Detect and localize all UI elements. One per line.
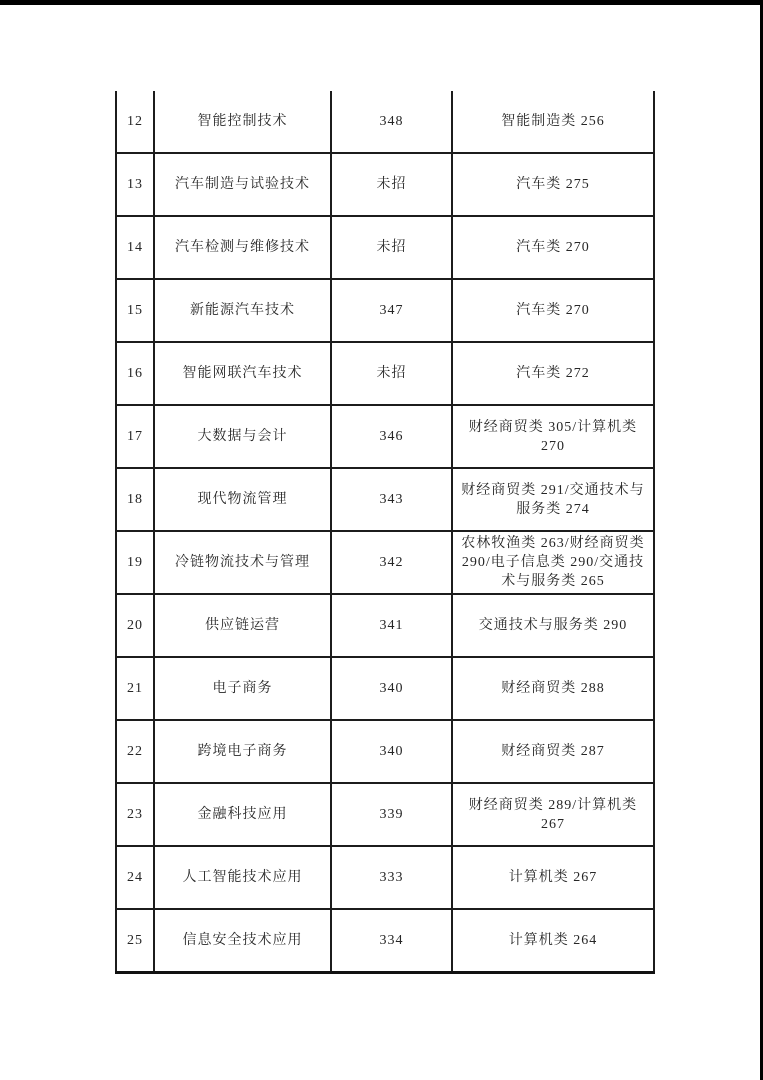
- table-row: [116, 783, 654, 846]
- major-name-cell: 冷链物流技术与管理: [154, 531, 331, 594]
- score-cell: 340: [331, 657, 452, 720]
- category-score-cell: 智能制造类 256: [452, 91, 654, 153]
- category-score-cell: 汽车类 275: [452, 153, 654, 216]
- category-score-cell: 财经商贸类 289/计算机类 267: [452, 783, 654, 846]
- table-row: [116, 216, 654, 279]
- score-cell: 333: [331, 846, 452, 909]
- category-score-cell: 财经商贸类 288: [452, 657, 654, 720]
- score-cell: 未招: [331, 342, 452, 405]
- row-number-cell: 24: [116, 846, 154, 909]
- row-number-cell: 23: [116, 783, 154, 846]
- row-number-cell: 13: [116, 153, 154, 216]
- table-row: [116, 91, 654, 153]
- category-score-cell: 汽车类 272: [452, 342, 654, 405]
- major-name-cell: 汽车制造与试验技术: [154, 153, 331, 216]
- score-cell: 342: [331, 531, 452, 594]
- row-number-cell: 16: [116, 342, 154, 405]
- category-score-cell: 交通技术与服务类 290: [452, 594, 654, 657]
- major-name-cell: 智能网联汽车技术: [154, 342, 331, 405]
- category-score-cell: 财经商贸类 287: [452, 720, 654, 783]
- score-cell: 343: [331, 468, 452, 531]
- major-name-cell: 人工智能技术应用: [154, 846, 331, 909]
- table-row: [116, 657, 654, 720]
- score-cell: 348: [331, 91, 452, 153]
- major-name-cell: 金融科技应用: [154, 783, 331, 846]
- table-row: [116, 594, 654, 657]
- major-name-cell: 新能源汽车技术: [154, 279, 331, 342]
- table-row: [116, 468, 654, 531]
- major-name-cell: 电子商务: [154, 657, 331, 720]
- score-cell: 未招: [331, 216, 452, 279]
- category-score-cell: 财经商贸类 291/交通技术与服务类 274: [452, 468, 654, 531]
- page-top-edge: [0, 0, 763, 5]
- table-row: [116, 405, 654, 468]
- admission-score-table: [115, 91, 655, 974]
- score-cell: 340: [331, 720, 452, 783]
- major-name-cell: 现代物流管理: [154, 468, 331, 531]
- row-number-cell: 12: [116, 91, 154, 153]
- major-name-cell: 智能控制技术: [154, 91, 331, 153]
- row-number-cell: 20: [116, 594, 154, 657]
- score-cell: 347: [331, 279, 452, 342]
- category-score-cell: 汽车类 270: [452, 279, 654, 342]
- category-score-cell: 农林牧渔类 263/财经商贸类 290/电子信息类 290/交通技术与服务类 265: [452, 531, 654, 594]
- table-row: [116, 531, 654, 594]
- category-score-cell: 计算机类 267: [452, 846, 654, 909]
- major-name-cell: 供应链运营: [154, 594, 331, 657]
- table-row: [116, 846, 654, 909]
- major-name-cell: 信息安全技术应用: [154, 909, 331, 973]
- table-row: [116, 342, 654, 405]
- score-cell: 339: [331, 783, 452, 846]
- table-row: [116, 153, 654, 216]
- score-cell: 未招: [331, 153, 452, 216]
- row-number-cell: 19: [116, 531, 154, 594]
- score-cell: 346: [331, 405, 452, 468]
- row-number-cell: 22: [116, 720, 154, 783]
- category-score-cell: 计算机类 264: [452, 909, 654, 973]
- table-row: [116, 279, 654, 342]
- row-number-cell: 14: [116, 216, 154, 279]
- score-cell: 334: [331, 909, 452, 973]
- row-number-cell: 21: [116, 657, 154, 720]
- table-row: [116, 909, 654, 973]
- row-number-cell: 25: [116, 909, 154, 973]
- score-cell: 341: [331, 594, 452, 657]
- major-name-cell: 跨境电子商务: [154, 720, 331, 783]
- major-name-cell: 汽车检测与维修技术: [154, 216, 331, 279]
- row-number-cell: 18: [116, 468, 154, 531]
- category-score-cell: 财经商贸类 305/计算机类 270: [452, 405, 654, 468]
- admission-score-table-body: [116, 91, 654, 973]
- row-number-cell: 15: [116, 279, 154, 342]
- table-row: [116, 720, 654, 783]
- major-name-cell: 大数据与会计: [154, 405, 331, 468]
- category-score-cell: 汽车类 270: [452, 216, 654, 279]
- row-number-cell: 17: [116, 405, 154, 468]
